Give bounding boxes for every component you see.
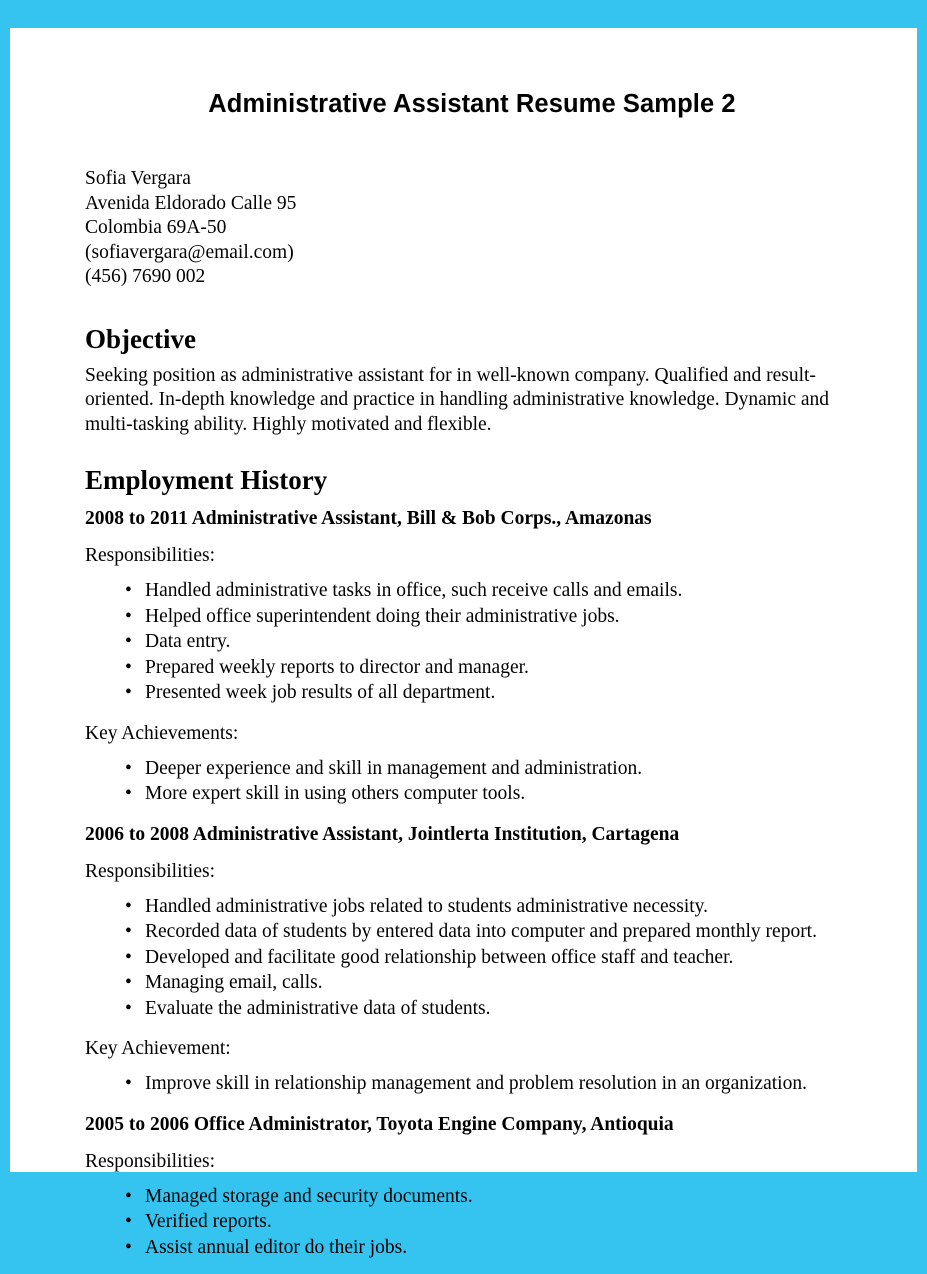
list-item	[85, 970, 845, 996]
page-title: Administrative Assistant Resume Sample 2	[208, 90, 736, 118]
list-item-text: Evaluate the administrative data of students.	[145, 997, 491, 1019]
bullet-icon: •	[125, 972, 132, 993]
list-item-text: Handled administrative tasks in office, such receive calls and emails.	[145, 580, 683, 601]
bullet-icon: •	[125, 631, 132, 652]
bullet-icon: •	[125, 682, 132, 703]
list-item-text: More expert skill in using others computer tools.	[145, 783, 526, 804]
bullet-icon: •	[125, 1211, 132, 1232]
list-item	[85, 996, 845, 1022]
list-item	[85, 1184, 845, 1210]
contact-email: (sofiavergara@email.com)	[85, 241, 294, 263]
list-item-text: Developed and facilitate good relationship between office staff and teacher.	[145, 946, 734, 968]
job-title: 2006 to 2008 Administrative Assistant, Jointlerta Institution, Cartagena	[85, 823, 680, 845]
contact-phone: (456) 7690 002	[85, 266, 206, 287]
list-item	[85, 945, 845, 971]
list-item-text: Handled administrative jobs related to students administrative necessity.	[145, 895, 709, 917]
responsibilities-list	[85, 894, 845, 1022]
list-item	[85, 781, 845, 807]
resume-content	[85, 90, 845, 1274]
bullet-icon: •	[125, 1236, 132, 1258]
job-title: 2005 to 2006 Office Administrator, Toyota Engine Company, Antioquia	[85, 1113, 674, 1135]
list-item	[85, 655, 845, 681]
bullet-icon: •	[125, 783, 132, 804]
responsibilities-list	[85, 578, 845, 706]
list-item	[85, 629, 845, 655]
bullet-icon: •	[125, 757, 132, 779]
list-item-text: Helped office superintendent doing their administrative jobs.	[145, 605, 620, 627]
responsibilities-label: Responsibilities:	[85, 860, 216, 882]
list-item	[85, 1071, 845, 1097]
resume-page	[10, 28, 917, 1258]
list-item-text: Verified reports.	[145, 1211, 272, 1232]
achievements-list	[85, 756, 845, 807]
objective-heading: Objective	[85, 323, 196, 354]
list-item	[85, 756, 845, 782]
responsibilities-label: Responsibilities:	[85, 1150, 216, 1172]
list-item	[85, 919, 845, 945]
job-entry	[85, 1113, 845, 1261]
list-item-text: Improve skill in relationship management and problem resolution in an organization.	[145, 1073, 807, 1094]
responsibilities-label: Responsibilities:	[85, 545, 216, 566]
bullet-icon: •	[125, 580, 132, 601]
list-item-text: Managed storage and security documents.	[145, 1185, 473, 1207]
job-entry	[85, 507, 845, 807]
employment-history-heading: Employment History	[85, 465, 328, 495]
objective-text: Seeking position as administrative assistant for in well-known company. Qualified and result-oriented. In-depth knowledge and practice in handling administrative knowledge. Dynamic and multi-tasking ability. Highly motivated and flexible.	[85, 364, 830, 435]
contact-name: Sofia Vergara	[85, 168, 191, 189]
responsibilities-list	[85, 1184, 845, 1261]
contact-street: Avenida Eldorado Calle 95	[85, 192, 297, 214]
bullet-icon: •	[125, 1185, 132, 1207]
achievements-label: Key Achievements:	[85, 722, 239, 744]
list-item-text: Presented week job results of all department.	[145, 682, 496, 703]
achievements-list	[85, 1071, 845, 1097]
bullet-icon: •	[125, 997, 132, 1019]
contact-block	[85, 167, 845, 290]
job-title: 2008 to 2011 Administrative Assistant, Bill & Bob Corps., Amazonas	[85, 508, 652, 529]
bullet-icon: •	[125, 1073, 132, 1094]
achievements-label: Key Achievement:	[85, 1038, 231, 1059]
contact-city: Colombia 69A-50	[85, 217, 227, 238]
list-item-text: Data entry.	[145, 631, 231, 652]
list-item-text: Managing email, calls.	[145, 972, 323, 993]
bullet-icon: •	[125, 921, 132, 942]
list-item	[85, 1235, 845, 1261]
list-item	[85, 680, 845, 706]
list-item	[85, 1209, 845, 1235]
bullet-icon: •	[125, 605, 132, 627]
list-item-text: Recorded data of students by entered data into computer and prepared monthly report.	[145, 921, 817, 942]
list-item	[85, 894, 845, 920]
list-item-text: Prepared weekly reports to director and manager.	[145, 656, 529, 678]
bullet-icon: •	[125, 656, 132, 678]
list-item	[85, 604, 845, 630]
list-item-text: Assist annual editor do their jobs.	[145, 1236, 408, 1258]
job-entry	[85, 823, 845, 1097]
list-item-text: Deeper experience and skill in management and administration.	[145, 757, 643, 779]
list-item	[85, 578, 845, 604]
bullet-icon: •	[125, 946, 132, 968]
bullet-icon: •	[125, 895, 132, 917]
